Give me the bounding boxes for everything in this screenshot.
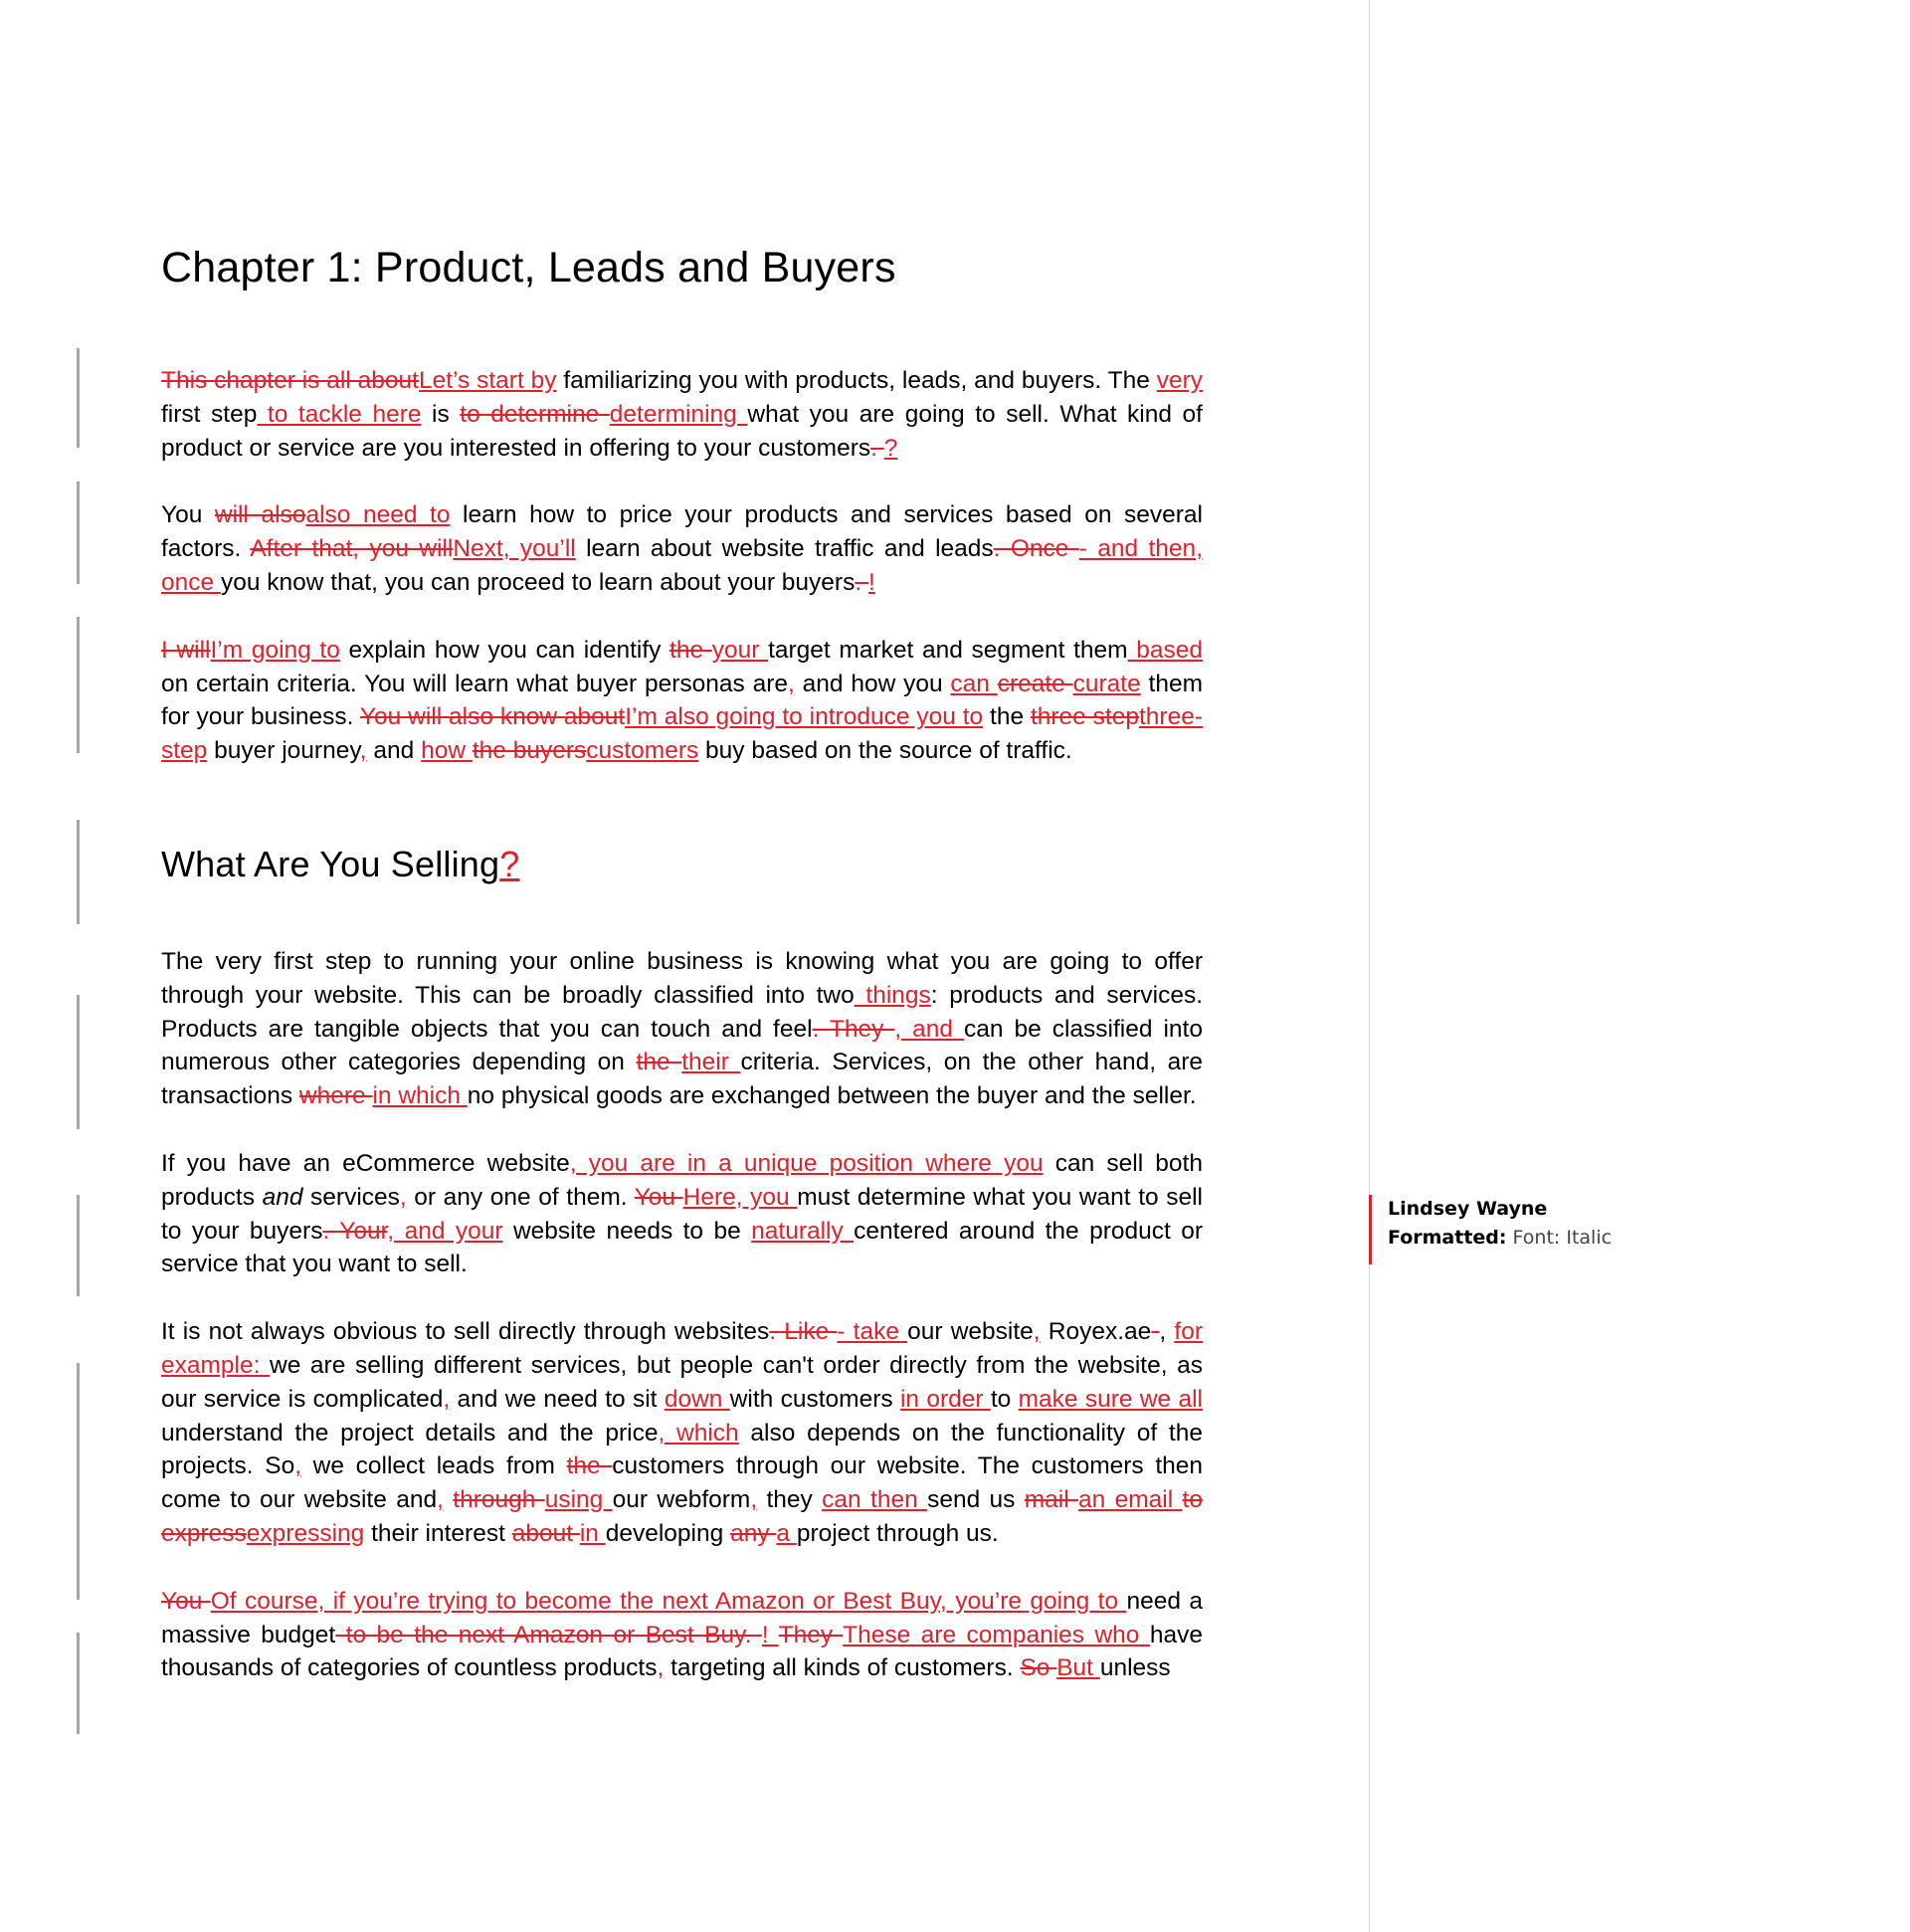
inserted-text: naturally [751, 1217, 855, 1245]
deleted-text: I will [161, 636, 211, 664]
body-text: the [983, 703, 1031, 731]
inserted-text: , [443, 1385, 451, 1413]
inserted-text: also need to [305, 501, 451, 529]
paragraph[interactable] [161, 634, 1203, 768]
inserted-text: Of course, if you’re trying to become the next Amazon or Best Buy, you’re going to [210, 1587, 1127, 1615]
deleted-text: . Your [322, 1217, 388, 1245]
inserted-text: an email [1078, 1486, 1183, 1514]
deleted-text: the [669, 636, 712, 664]
inserted-text: to tackle here [257, 400, 422, 428]
inserted-text: Next, you’ll [453, 535, 576, 563]
paragraph[interactable] [161, 945, 1203, 1113]
inserted-text: based [1127, 636, 1203, 664]
inserted-text: , [788, 670, 795, 697]
deleted-text: about [511, 1519, 580, 1547]
body-text: we are selling different services, but people can't order directly from the website, as our service is complicated [161, 1351, 1203, 1413]
body-text: learn about website traffic and leads [575, 535, 994, 563]
deleted-text: three step [1030, 703, 1139, 731]
change-bar [77, 995, 80, 1129]
chapter-title: Chapter 1: Product, Leads and Buyers [161, 244, 896, 291]
body-text: targeting all kinds of customers. [664, 1654, 1021, 1682]
inserted-text: , [1033, 1318, 1041, 1346]
deleted-text: where [298, 1082, 373, 1110]
body-text [444, 1486, 453, 1513]
body-text: no physical goods are exchanged between the buyer and the seller. [467, 1082, 1197, 1110]
body-text: our website [907, 1318, 1034, 1346]
body-text: criteria. Services, on the other hand, are transactions [161, 1049, 1204, 1110]
deleted-text: the [566, 1452, 613, 1480]
body-text: and how you [794, 670, 951, 697]
paragraph[interactable] [161, 498, 1203, 599]
body-text: you know that, you can proceed to learn about your buyers [220, 568, 856, 596]
inserted-text: using [544, 1486, 613, 1514]
body-text: services [302, 1183, 400, 1211]
body-text: learn how to price your products and services based on several factors. [161, 501, 1204, 563]
inserted-text: ! [761, 1621, 779, 1648]
body-text: with customers [729, 1385, 900, 1413]
deleted-text: They [778, 1621, 844, 1648]
inserted-text: ! [867, 568, 875, 596]
deleted-text: After that, you will [250, 535, 454, 563]
body-text: buyer journey [207, 737, 360, 765]
body-text: have thousands of categories of countless products [161, 1621, 1203, 1682]
body-text: send us [927, 1486, 1025, 1514]
deleted-text: the [636, 1049, 682, 1076]
deleted-text: . [870, 434, 884, 462]
change-bar [77, 1195, 80, 1296]
paragraph[interactable] [161, 1585, 1203, 1685]
inserted-text: their [681, 1049, 741, 1076]
body-text: You [161, 501, 215, 529]
change-bar [77, 482, 80, 584]
inserted-text: in [579, 1519, 606, 1547]
document-page[interactable] [161, 239, 1203, 1719]
spacer [161, 802, 1203, 840]
change-bar [77, 1363, 80, 1600]
deleted-text: So [1020, 1654, 1057, 1682]
body-text: project through us. [796, 1519, 999, 1547]
deleted-text: This chapter is all about [161, 367, 419, 394]
deleted-text: to determine [460, 400, 610, 428]
body-text: Royex.ae [1040, 1318, 1152, 1346]
inserted-text: , [399, 1183, 407, 1211]
inserted-text: curate [1072, 670, 1141, 697]
body-text: developing [605, 1519, 731, 1547]
inserted-text: determining [609, 400, 748, 428]
deleted-text: . [855, 568, 868, 596]
inserted-text: But [1056, 1654, 1100, 1682]
inserted-text: three-step [161, 703, 1203, 765]
paragraph[interactable] [161, 1147, 1203, 1281]
deleted-text: through [453, 1486, 545, 1514]
body-text: website needs to be [502, 1217, 752, 1245]
inserted-text: Here, you [682, 1183, 798, 1211]
inserted-text: in order [899, 1385, 991, 1413]
inserted-text: , [294, 1452, 302, 1480]
body-text: we collect leads from [301, 1452, 567, 1480]
body-text: , [1159, 1318, 1175, 1346]
inserted-text: can then [822, 1486, 928, 1514]
inserted-text: your [711, 636, 769, 664]
inserted-text: I’m also going to introduce you to [625, 703, 984, 731]
body-text: to [990, 1385, 1019, 1413]
body-text: can be classified into numerous other categories depending on [161, 1015, 1203, 1076]
deleted-text: You [161, 1587, 211, 1615]
deleted-text: to be the next Amazon or Best Buy. [335, 1621, 762, 1648]
body-text: buy based on the source of traffic. [698, 737, 1072, 765]
inserted-text: , [657, 1654, 665, 1682]
deleted-text: will also [214, 501, 306, 529]
inserted-text: how [421, 737, 473, 765]
body-text: familiarizing you with products, leads, and buyers. The [556, 367, 1157, 394]
inserted-text: ? [499, 843, 520, 884]
body-text: understand the project details and the price [161, 1419, 659, 1447]
body-text: them for your business. [161, 670, 1203, 731]
deleted-text: to express [161, 1486, 1203, 1547]
italic-text: and [262, 1183, 303, 1211]
deleted-text: create [997, 670, 1073, 697]
inserted-text: , [750, 1486, 758, 1514]
change-bar [77, 1633, 80, 1734]
inserted-text: , you are in a unique position where you [569, 1149, 1044, 1177]
body-text: customers through our website. The customers then come to our website and [161, 1452, 1204, 1514]
inserted-text: make sure we all [1018, 1385, 1203, 1413]
inserted-text: I’m going to [210, 636, 340, 664]
section-title-text: What Are You Selling [161, 843, 500, 884]
body-text: need a massive budget [161, 1587, 1204, 1648]
body-text: on certain criteria. You will learn what buyer personas are [161, 670, 789, 697]
inserted-text: a [776, 1519, 797, 1547]
change-bar [77, 348, 80, 448]
inserted-text: expressing [246, 1519, 365, 1547]
paragraph[interactable] [161, 364, 1203, 465]
inserted-text: down [664, 1385, 730, 1413]
body-text: their interest [364, 1519, 512, 1547]
inserted-text: for example: [161, 1318, 1203, 1379]
deleted-text: You [634, 1183, 683, 1211]
inserted-text: very [1156, 367, 1204, 394]
inserted-text: - and then, once [161, 535, 1203, 596]
inserted-text: customers [586, 737, 699, 765]
body-text: must determine what you want to sell to your buyers [161, 1183, 1203, 1245]
inserted-text: Let’s start by [418, 367, 557, 394]
inserted-text: , and [894, 1015, 965, 1043]
body-text: : products and services. Products are tangible objects that you can touch and feel [161, 981, 1204, 1043]
markup-pane-divider [1369, 0, 1370, 1932]
body-text: what you are going to sell. What kind of product or service are you interested in offering to your customers [161, 400, 1203, 462]
comment-text: Font: Italic [1506, 1227, 1613, 1249]
body-text: The very first step to running your online business is knowing what you are going to offer through your website. This can be broadly classified into two [161, 947, 1203, 1009]
body-text: explain how you can identify [339, 636, 670, 664]
inserted-text: - take [837, 1318, 908, 1346]
formatting-comment-balloon[interactable] [1369, 1195, 1612, 1264]
section-title [161, 840, 1203, 889]
body-text: our webform [612, 1486, 751, 1514]
paragraph[interactable] [161, 1315, 1203, 1551]
inserted-text: , which [658, 1419, 739, 1447]
body-text: or any one of them. [406, 1183, 635, 1211]
body-text: is [421, 400, 461, 428]
body-text: and we need to sit [450, 1385, 665, 1413]
deleted-text: the buyers [472, 737, 587, 765]
inserted-text: ? [883, 434, 898, 462]
body-text: It is not always obvious to sell directly through websites [161, 1318, 770, 1346]
inserted-text: in which [372, 1082, 468, 1110]
comment-author: Lindsey Wayne [1388, 1198, 1548, 1220]
deleted-text: any [730, 1519, 777, 1547]
deleted-text: You will also know about [359, 703, 626, 731]
body-text: centered around the product or service that you want to sell. [161, 1217, 1204, 1278]
comment-label: Formatted: [1388, 1227, 1507, 1249]
body-text: first step [161, 400, 258, 428]
body-text: can sell both products [161, 1149, 1203, 1211]
inserted-text: things [854, 981, 931, 1009]
deleted-text: . They [812, 1015, 895, 1043]
body-text: and [366, 737, 422, 765]
deleted-text: . Once [993, 535, 1079, 563]
inserted-text: These are companies who [843, 1621, 1150, 1648]
inserted-text: , [437, 1486, 444, 1514]
deleted-text: . Like [769, 1318, 838, 1346]
body-text: they [757, 1486, 823, 1514]
body-text: If you have an eCommerce website [161, 1149, 570, 1177]
body-text: unless [1099, 1654, 1171, 1682]
change-bar [77, 617, 80, 753]
body-text: also depends on the functionality of the projects. So [161, 1419, 1203, 1480]
inserted-text: can [950, 670, 998, 697]
body-text: target market and segment them [768, 636, 1128, 664]
change-bar [77, 820, 80, 924]
inserted-text: , [359, 737, 367, 765]
deleted-text: mail [1024, 1486, 1079, 1514]
inserted-text: , and your [387, 1217, 503, 1245]
